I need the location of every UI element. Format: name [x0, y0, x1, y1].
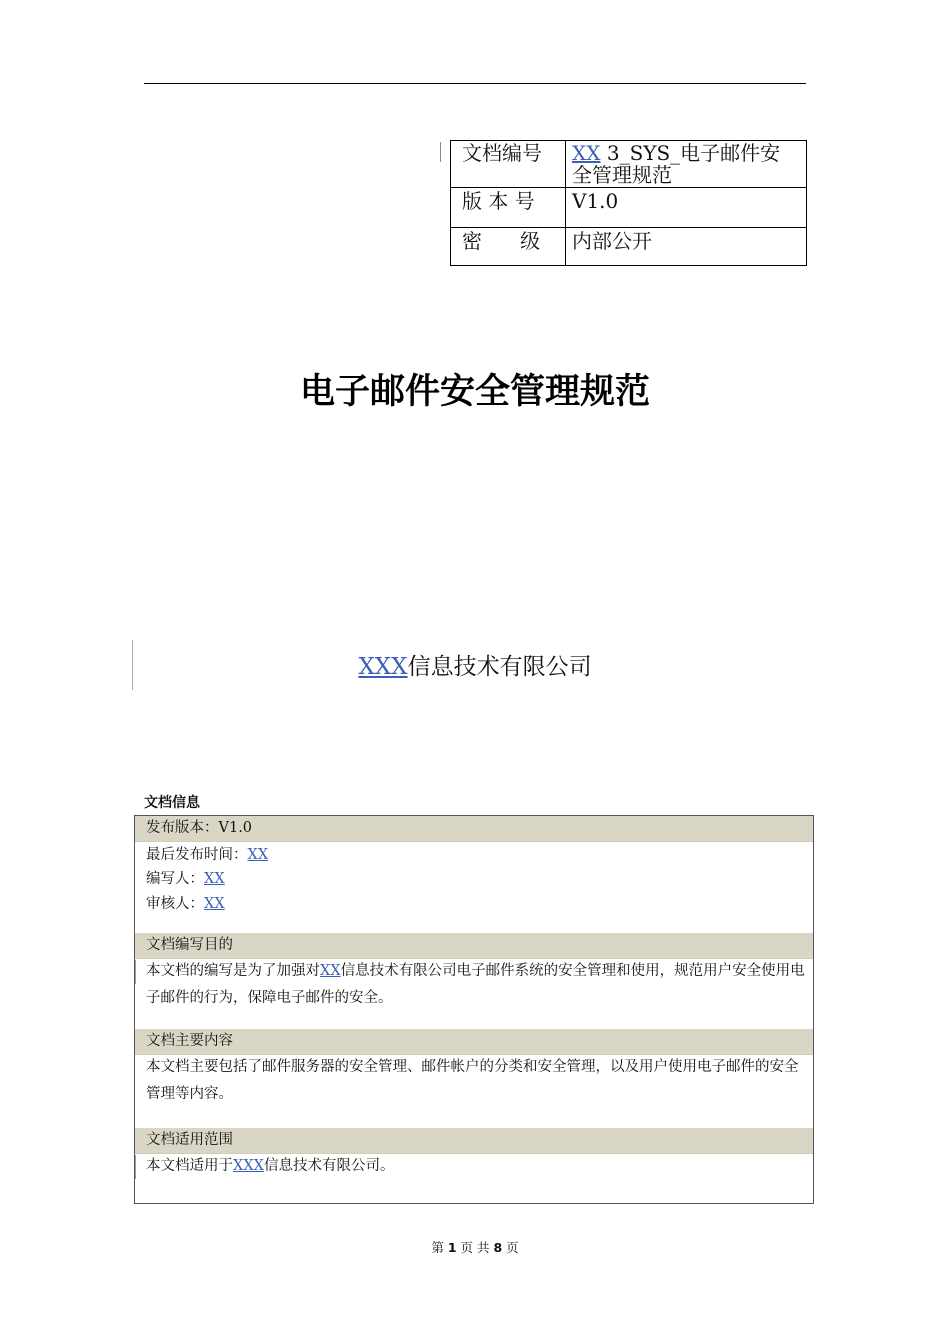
version-label: 版 本 号: [451, 188, 566, 228]
page-total: 8: [493, 1240, 503, 1255]
scope-text-post: 信息技术有限公司。: [263, 1158, 395, 1174]
meta-row-version: [451, 188, 807, 228]
last-release-row: [146, 842, 805, 868]
last-release-link[interactable]: XX: [247, 847, 269, 863]
page-current: 1: [447, 1240, 457, 1255]
doc-no-label: 文档编号: [451, 141, 566, 188]
purpose-text-post: 信息技术有限公司电子邮件系统的安全管理和使用，规范用户安全使用电子邮件的行为，保障电子邮件的安全。: [146, 963, 805, 1006]
revision-mark: [135, 960, 136, 984]
author-label: 编写人：: [146, 871, 204, 887]
company-name: [0, 648, 950, 681]
page-suffix: 页: [506, 1240, 519, 1255]
doc-no-link[interactable]: XX: [572, 141, 601, 165]
last-release-label: 最后发布时间：: [146, 847, 248, 863]
document-meta-table: [450, 140, 807, 266]
page-footer: [0, 1238, 950, 1256]
doc-no-text: 3_SYS_电子邮件安全管理规范: [572, 141, 781, 187]
company-name-text: 信息技术有限公司: [407, 654, 592, 680]
scope-text: [146, 1153, 805, 1179]
secret-value: 内部公开: [566, 228, 807, 266]
doc-no-value: [566, 141, 807, 188]
scope-link[interactable]: XXX: [233, 1158, 264, 1174]
meta-row-secret: [451, 228, 807, 266]
document-info-box: [134, 815, 814, 1204]
page-prefix: 第: [431, 1240, 444, 1255]
revision-mark: [135, 1155, 136, 1179]
release-version-row: 发布版本：V1.0: [135, 816, 813, 842]
purpose-text-pre: 本文档的编写是为了加强对: [146, 963, 320, 979]
page-middle: 页 共: [460, 1240, 490, 1255]
header-rule: [144, 83, 806, 84]
purpose-section-title: 文档编写目的: [135, 933, 813, 959]
info-heading: 文档信息: [144, 795, 200, 811]
reviewer-label: 审核人：: [146, 896, 204, 912]
document-title: 电子邮件安全管理规范: [299, 372, 650, 412]
scope-section-title: 文档适用范围: [135, 1128, 813, 1154]
purpose-text: [146, 958, 805, 1012]
scope-text-pre: 本文档适用于: [146, 1158, 233, 1174]
revision-mark: [440, 142, 441, 162]
company-link[interactable]: XXX: [358, 654, 408, 680]
reviewer-link[interactable]: XX: [204, 896, 225, 912]
author-link[interactable]: XX: [204, 871, 225, 887]
secret-label: 密 级: [451, 228, 566, 266]
purpose-link[interactable]: XX: [320, 963, 341, 979]
content-text: 本文档主要包括了邮件服务器的安全管理、邮件帐户的分类和安全管理，以及用户使用电子邮件的安全管理等内容。: [146, 1059, 799, 1102]
version-value: V1.0: [566, 188, 807, 228]
content-section-title: 文档主要内容: [135, 1029, 813, 1055]
author-row: [146, 866, 805, 892]
reviewer-row: [146, 891, 805, 917]
meta-row-doc-no: [451, 141, 807, 188]
